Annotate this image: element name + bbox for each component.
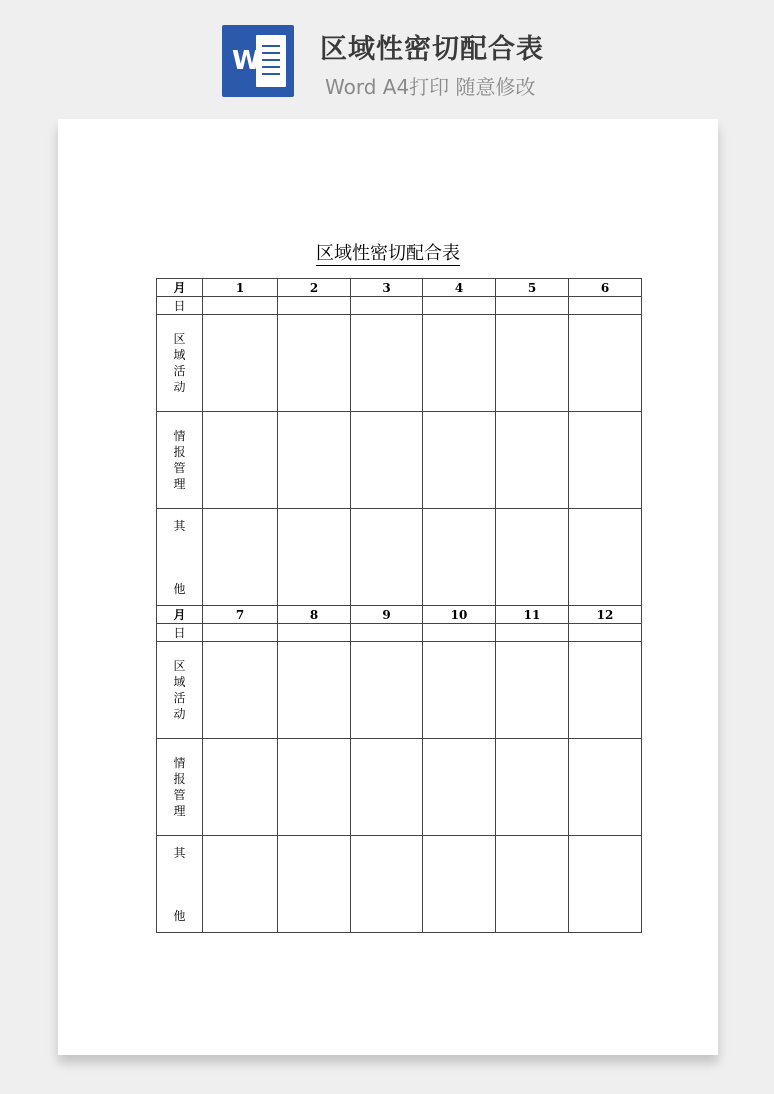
intel-management-cell[interactable]	[351, 739, 423, 836]
month-header-cell: 5	[496, 279, 569, 297]
day-cell[interactable]	[496, 624, 569, 642]
day-row	[157, 624, 642, 642]
intel-management-label	[157, 412, 203, 509]
month-header-cell: 11	[496, 606, 569, 624]
area-activity-text: 区域活动	[173, 332, 186, 394]
other-cell[interactable]	[496, 836, 569, 933]
day-label: 日	[157, 624, 203, 642]
intel-management-cell[interactable]	[278, 739, 351, 836]
day-cell[interactable]	[203, 297, 278, 315]
intel-management-cell[interactable]	[423, 412, 496, 509]
month-header-cell: 3	[351, 279, 423, 297]
intel-management-cell[interactable]	[351, 412, 423, 509]
month-row	[157, 279, 642, 297]
intel-management-cell[interactable]	[203, 739, 278, 836]
other-row	[157, 836, 642, 933]
month-label: 月	[157, 279, 203, 297]
other-cell[interactable]	[496, 509, 569, 606]
other-row	[157, 509, 642, 606]
document-title-text: 区域性密切配合表	[316, 243, 460, 264]
intel-management-label	[157, 739, 203, 836]
area-activity-cell[interactable]	[203, 315, 278, 412]
header	[0, 0, 774, 110]
area-activity-label	[157, 315, 203, 412]
other-cell[interactable]	[203, 836, 278, 933]
day-cell[interactable]	[278, 297, 351, 315]
document-title	[58, 239, 718, 265]
month-header-cell: 1	[203, 279, 278, 297]
day-cell[interactable]	[351, 624, 423, 642]
other-cell[interactable]	[351, 836, 423, 933]
intel-management-cell[interactable]	[203, 412, 278, 509]
other-cell[interactable]	[203, 509, 278, 606]
other-cell[interactable]	[569, 836, 642, 933]
other-cell[interactable]	[278, 509, 351, 606]
other-cell[interactable]	[278, 836, 351, 933]
month-header-cell: 4	[423, 279, 496, 297]
month-header-cell: 8	[278, 606, 351, 624]
other-label	[157, 509, 203, 606]
other-label	[157, 836, 203, 933]
area-activity-cell[interactable]	[423, 315, 496, 412]
other-label-top: 其	[173, 519, 186, 533]
header-title: 区域性密切配合表	[320, 34, 544, 65]
other-cell[interactable]	[423, 509, 496, 606]
area-activity-cell[interactable]	[423, 642, 496, 739]
day-cell[interactable]	[351, 297, 423, 315]
intel-management-cell[interactable]	[569, 412, 642, 509]
area-activity-text: 区域活动	[173, 659, 186, 721]
area-activity-cell[interactable]	[569, 642, 642, 739]
month-row	[157, 606, 642, 624]
intel-management-cell[interactable]	[278, 412, 351, 509]
schedule-table	[156, 278, 642, 933]
day-cell[interactable]	[423, 297, 496, 315]
header-subtitle: Word A4打印 随意修改	[325, 75, 536, 99]
day-cell[interactable]	[203, 624, 278, 642]
area-activity-row	[157, 642, 642, 739]
day-label: 日	[157, 297, 203, 315]
area-activity-cell[interactable]	[203, 642, 278, 739]
month-header-cell: 9	[351, 606, 423, 624]
area-activity-cell[interactable]	[278, 315, 351, 412]
intel-management-cell[interactable]	[496, 412, 569, 509]
day-cell[interactable]	[278, 624, 351, 642]
intel-management-cell[interactable]	[496, 739, 569, 836]
area-activity-cell[interactable]	[569, 315, 642, 412]
other-label-top: 其	[173, 846, 186, 860]
day-row	[157, 297, 642, 315]
month-header-cell: 2	[278, 279, 351, 297]
intel-management-row	[157, 412, 642, 509]
other-cell[interactable]	[423, 836, 496, 933]
area-activity-label	[157, 642, 203, 739]
intel-management-text: 情报管理	[173, 429, 186, 491]
month-label: 月	[157, 606, 203, 624]
area-activity-cell[interactable]	[351, 642, 423, 739]
other-cell[interactable]	[569, 509, 642, 606]
day-cell[interactable]	[569, 297, 642, 315]
area-activity-cell[interactable]	[351, 315, 423, 412]
document-page	[58, 119, 718, 1055]
other-cell[interactable]	[351, 509, 423, 606]
month-header-cell: 6	[569, 279, 642, 297]
intel-management-row	[157, 739, 642, 836]
other-label-bottom: 他	[173, 582, 186, 596]
day-cell[interactable]	[496, 297, 569, 315]
word-letter: W	[232, 46, 261, 76]
other-label-bottom: 他	[173, 909, 186, 923]
intel-management-cell[interactable]	[569, 739, 642, 836]
area-activity-cell[interactable]	[496, 315, 569, 412]
day-cell[interactable]	[423, 624, 496, 642]
intel-management-text: 情报管理	[173, 756, 186, 818]
area-activity-cell[interactable]	[278, 642, 351, 739]
month-header-cell: 7	[203, 606, 278, 624]
month-header-cell: 10	[423, 606, 496, 624]
day-cell[interactable]	[569, 624, 642, 642]
month-header-cell: 12	[569, 606, 642, 624]
area-activity-row	[157, 315, 642, 412]
area-activity-cell[interactable]	[496, 642, 569, 739]
intel-management-cell[interactable]	[423, 739, 496, 836]
word-icon	[222, 25, 294, 97]
